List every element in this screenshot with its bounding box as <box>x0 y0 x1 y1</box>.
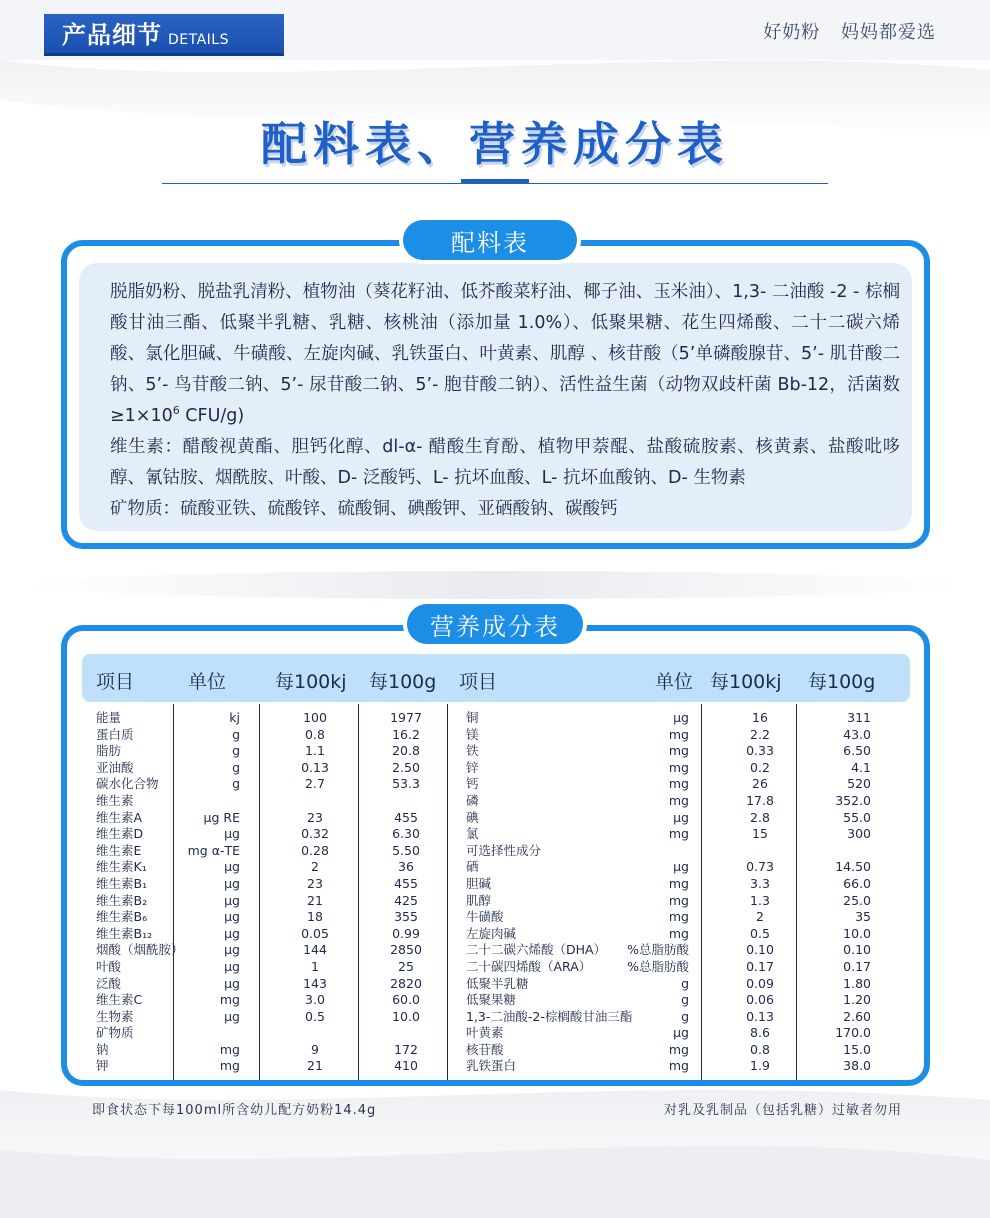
header-per-g-2: 每100g <box>808 671 876 693</box>
nutrient-per-kj: 1 <box>311 958 319 974</box>
nutrient-per-g: 455 <box>394 875 418 891</box>
nutrient-unit: μg RE <box>203 809 240 825</box>
nutrient-name: 碘 <box>466 809 479 825</box>
nutrient-unit: mg <box>668 925 689 941</box>
nutrient-unit: g <box>232 776 240 792</box>
nutrient-name: 胆碱 <box>466 875 492 891</box>
left-name-column <box>96 710 184 1075</box>
slogan <box>749 18 936 44</box>
nutrient-per-g: 10.0 <box>843 925 871 941</box>
nutrient-per-g: 10.0 <box>392 1008 420 1024</box>
nutrient-name: 维生素E <box>96 842 142 858</box>
nutrient-unit <box>600 843 689 860</box>
header-per-g: 每100g <box>369 671 437 693</box>
nutrient-unit: mg <box>668 909 689 925</box>
page-title: 配料表、营养成分表 <box>261 117 729 171</box>
nutrient-per-kj: 0.73 <box>746 859 774 875</box>
nutrient-unit: g <box>232 726 240 742</box>
nutrient-per-g: 4.1 <box>851 759 871 775</box>
nutrient-name: 镁 <box>466 726 479 742</box>
nutrient-name: 可选择性成分 <box>466 842 542 858</box>
nutrient-name: 烟酸（烟酰胺） <box>96 942 184 958</box>
ingredients-vitamins: 维生素：醋酸视黄酯、胆钙化醇、dl-α- 醋酸生育酚、植物甲萘醌、盐酸硫胺素、核黄素、盐酸吡哆醇、氰钴胺、烟酰胺、叶酸、D- 泛酸钙、L- 抗坏血酸、L- 抗坏血酸钠、D- 生物素 <box>110 437 900 488</box>
page-header <box>0 0 990 58</box>
nutrient-per-kj: 2.8 <box>750 809 770 825</box>
nutrient-unit <box>174 1025 240 1042</box>
ingredients-exponent: 6 <box>172 404 180 418</box>
nutrient-name: 脂肪 <box>96 743 122 759</box>
header-unit: 单位 <box>188 671 227 693</box>
nutrient-per-kj: 0.05 <box>301 925 329 941</box>
nutrient-per-g: 0.99 <box>392 925 420 941</box>
nutrient-per-kj: 9 <box>311 1041 319 1057</box>
nutrient-per-kj: 100 <box>303 710 327 725</box>
details-tag-cn: 产品细节 <box>62 21 162 49</box>
header-unit-2: 单位 <box>655 671 694 693</box>
nutrient-unit: g <box>681 1008 689 1024</box>
header-item-2: 项目 <box>459 671 498 693</box>
nutrient-per-kj: 0.2 <box>750 759 770 775</box>
nutrient-per-g: 300 <box>847 826 871 842</box>
ingredients-text <box>110 277 900 525</box>
nutrient-name: 铁 <box>466 743 479 759</box>
nutrient-per-g: 15.0 <box>843 1041 871 1057</box>
details-tag <box>44 14 284 56</box>
header-per-kj-2: 每100kj <box>710 671 782 693</box>
nutrient-unit: g <box>232 743 240 759</box>
nutrient-per-g: 55.0 <box>843 809 871 825</box>
nutrient-per-g: 2.60 <box>843 1008 871 1024</box>
nutrient-unit: mg <box>668 826 689 842</box>
nutrient-per-kj: 0.28 <box>301 842 329 858</box>
nutrient-per-g: 355 <box>394 909 418 925</box>
footnote-serving: 即食状态下每100ml所含幼儿配方奶粉14.4g <box>92 1103 377 1118</box>
nutrient-name: 维生素A <box>96 809 143 825</box>
nutrient-per-g: 53.3 <box>392 776 420 792</box>
nutrient-name: 肌醇 <box>466 892 492 908</box>
nutrient-per-kj: 3.0 <box>305 992 325 1008</box>
nutrient-per-kj: 144 <box>303 942 327 958</box>
nutrient-name: 亚油酸 <box>96 759 134 775</box>
column-separator <box>259 704 260 1080</box>
nutrient-per-kj: 3.3 <box>750 875 770 891</box>
nutrient-per-g: 425 <box>394 892 418 908</box>
nutrient-per-g: 1.80 <box>843 975 871 991</box>
nutrient-name: 维生素 <box>96 792 134 808</box>
nutrient-name: 维生素K₁ <box>96 859 147 875</box>
nutrient-unit <box>174 793 240 810</box>
nutrient-per-kj <box>264 1025 366 1042</box>
nutrient-per-g: 6.30 <box>392 826 420 842</box>
nutrient-per-g: 36 <box>398 859 414 875</box>
nutrient-name: 生物素 <box>96 1008 134 1024</box>
nutrient-name: 钠 <box>96 1041 109 1057</box>
nutrient-per-g <box>356 1025 456 1042</box>
nutrient-name: 叶黄素 <box>466 1025 504 1041</box>
column-separator <box>701 704 702 1080</box>
nutrient-name: 牛磺酸 <box>466 909 504 925</box>
nutrient-name: 矿物质 <box>96 1025 134 1041</box>
nutrient-unit: mg <box>219 1058 240 1074</box>
nutrient-unit: mg <box>668 759 689 775</box>
title-divider <box>162 183 828 184</box>
left-unit-column <box>174 710 240 1075</box>
nutrient-unit: mg α-TE <box>187 842 240 858</box>
ingredients-minerals: 矿物质：硫酸亚铁、硫酸锌、硫酸铜、碘酸钾、亚硒酸钠、碳酸钙 <box>110 499 618 519</box>
ingredients-unit: CFU/g) <box>179 406 245 426</box>
nutrient-per-kj: 0.06 <box>746 992 774 1008</box>
nutrient-unit: μg <box>224 909 240 925</box>
nutrient-unit: mg <box>668 1058 689 1074</box>
nutrient-per-kj: 0.5 <box>750 925 770 941</box>
right-unit-column <box>600 710 689 1075</box>
nutrient-per-g: 172 <box>394 1041 418 1057</box>
nutrient-per-kj: 1.1 <box>305 743 325 759</box>
nutrient-name: 氯 <box>466 826 479 842</box>
nutrient-per-g: 6.50 <box>843 743 871 759</box>
details-tag-en: DETAILS <box>168 32 229 48</box>
nutrient-per-kj: 0.09 <box>746 975 774 991</box>
nutrient-unit: g <box>681 992 689 1008</box>
nutrient-per-kj: 0.8 <box>305 726 325 742</box>
nutrient-name: 二十二碳六烯酸（DHA） <box>466 942 607 958</box>
nutrient-name: 二十碳四烯酸（ARA） <box>466 958 592 974</box>
nutrient-unit: μg <box>673 809 689 825</box>
nutrient-unit: g <box>681 975 689 991</box>
nutrient-unit: kj <box>229 710 240 725</box>
nutrient-per-g: 2850 <box>390 942 422 958</box>
header-per-kj: 每100kj <box>275 671 347 693</box>
nutrient-unit: μg <box>673 710 689 725</box>
left-per-g-column <box>356 710 456 1075</box>
nutrient-unit: μg <box>673 1025 689 1041</box>
nutrient-per-g: 1.20 <box>843 992 871 1008</box>
nutrient-per-kj: 0.32 <box>301 826 329 842</box>
nutrient-per-kj: 23 <box>307 809 323 825</box>
nutrient-per-kj: 2.2 <box>750 726 770 742</box>
nutrient-unit: μg <box>224 826 240 842</box>
nutrient-per-kj: 18 <box>307 909 323 925</box>
nutrient-name: 维生素B₆ <box>96 909 148 925</box>
nutrient-per-kj: 0.5 <box>305 1008 325 1024</box>
slogan-part-2: 妈妈都爱选 <box>841 22 936 43</box>
nutrient-per-kj: 1.9 <box>750 1058 770 1074</box>
nutrient-unit: %总脂肪酸 <box>627 958 689 974</box>
nutrient-per-g: 5.50 <box>392 842 420 858</box>
nutrient-per-kj: 8.6 <box>750 1025 770 1041</box>
nutrient-per-kj: 0.13 <box>301 759 329 775</box>
nutrient-unit: μg <box>224 942 240 958</box>
nutrient-per-g: 14.50 <box>835 859 871 875</box>
header-item: 项目 <box>96 671 135 693</box>
nutrient-per-g: 311 <box>847 710 871 725</box>
nutrient-name: 维生素B₂ <box>96 892 148 908</box>
nutrient-per-kj: 1.3 <box>750 892 770 908</box>
nutrient-name: 核苷酸 <box>466 1041 504 1057</box>
nutrient-per-g: 455 <box>394 809 418 825</box>
nutrient-name: 泛酸 <box>96 975 122 991</box>
nutrient-name: 乳铁蛋白 <box>466 1058 517 1074</box>
slogan-part-1: 好奶粉 <box>763 22 821 43</box>
nutrient-unit: μg <box>673 859 689 875</box>
nutrition-table-header <box>82 654 910 702</box>
nutrient-per-kj: 143 <box>303 975 327 991</box>
nutrient-name: 低聚果糖 <box>466 992 517 1008</box>
nutrient-unit: %总脂肪酸 <box>627 942 689 958</box>
nutrient-unit: μg <box>224 925 240 941</box>
nutrient-per-g: 25 <box>398 958 414 974</box>
left-per-kj-column <box>264 710 366 1075</box>
nutrient-per-kj: 15 <box>752 826 768 842</box>
nutrient-per-g: 35 <box>855 909 871 925</box>
nutrient-unit: mg <box>219 992 240 1008</box>
nutrient-per-g: 170.0 <box>835 1025 871 1041</box>
nutrient-per-kj: 23 <box>307 875 323 891</box>
nutrient-per-g: 60.0 <box>392 992 420 1008</box>
nutrient-name: 1,3-二油酸-2-棕榈酸甘油三酯 <box>466 1008 633 1024</box>
nutrient-per-kj: 0.10 <box>746 942 774 958</box>
nutrient-name: 磷 <box>466 792 479 808</box>
nutrient-per-g: 16.2 <box>392 726 420 742</box>
ingredients-label: 配料表 <box>403 220 577 260</box>
nutrient-per-kj <box>264 793 366 810</box>
nutrient-per-kj: 0.17 <box>746 958 774 974</box>
nutrient-unit: μg <box>224 958 240 974</box>
nutrient-name: 锌 <box>466 759 479 775</box>
ingredients-main-text: 脱脂奶粉、脱盐乳清粉、植物油（葵花籽油、低芥酸菜籽油、椰子油、玉米油）、1,3- 二油酸 -2 - 棕榈酸甘油三酯、低聚半乳糖、乳糖、核桃油（添加量 1.0%）、低聚果糖、花生四烯酸、二十二碳六烯酸、氯化胆碱、牛磺酸、左旋肉碱、乳铁蛋白、叶黄素、肌醇 、核苷酸（5’单磷酸腺苷、5’- 肌苷酸二钠、5’- 鸟苷酸二钠、5’- 尿苷酸二钠、5’- 胞苷酸二钠）、活性益生菌（动物双歧杆菌 Bb-12，活菌数≥1×10 <box>110 282 900 426</box>
nutrient-per-kj: 2 <box>311 859 319 875</box>
nutrient-unit: g <box>232 759 240 775</box>
nutrient-per-g: 0.10 <box>843 942 871 958</box>
nutrient-per-g: 352.0 <box>835 792 871 808</box>
nutrient-unit: μg <box>224 975 240 991</box>
nutrient-unit: mg <box>668 776 689 792</box>
nutrient-name: 蛋白质 <box>96 726 134 742</box>
nutrient-unit: mg <box>668 792 689 808</box>
nutrient-name: 钙 <box>466 776 479 792</box>
nutrient-per-g: 2.50 <box>392 759 420 775</box>
nutrient-per-g: 2820 <box>390 975 422 991</box>
nutrient-name: 能量 <box>96 710 122 725</box>
nutrient-per-g: 1977 <box>390 710 422 725</box>
nutrient-unit: mg <box>668 875 689 891</box>
nutrient-unit: mg <box>668 892 689 908</box>
nutrient-per-kj: 17.8 <box>746 792 774 808</box>
nutrient-name: 维生素C <box>96 992 143 1008</box>
nutrient-per-g: 25.0 <box>843 892 871 908</box>
nutrient-unit: mg <box>219 1041 240 1057</box>
nutrient-name: 铜 <box>466 710 479 725</box>
nutrient-unit: μg <box>224 875 240 891</box>
nutrient-per-g <box>356 793 456 810</box>
nutrient-unit: μg <box>224 1008 240 1024</box>
nutrient-unit: mg <box>668 1041 689 1057</box>
nutrient-name: 钾 <box>96 1058 109 1074</box>
nutrient-per-g: 66.0 <box>843 875 871 891</box>
nutrient-per-g: 0.17 <box>843 958 871 974</box>
footnote-allergy: 对乳及乳制品（包括乳糖）过敏者勿用 <box>663 1103 902 1118</box>
nutrient-name: 维生素B₁ <box>96 875 148 891</box>
nutrient-name: 硒 <box>466 859 479 875</box>
nutrient-per-kj: 21 <box>307 892 323 908</box>
nutrient-per-kj: 0.13 <box>746 1008 774 1024</box>
nutrient-per-g: 20.8 <box>392 743 420 759</box>
nutrient-per-g: 38.0 <box>843 1058 871 1074</box>
nutrient-name: 碳水化合物 <box>96 776 159 792</box>
nutrient-unit: mg <box>668 726 689 742</box>
nutrient-unit: mg <box>668 743 689 759</box>
nutrient-name: 维生素D <box>96 826 144 842</box>
nutrient-per-kj: 21 <box>307 1058 323 1074</box>
nutrient-name: 低聚半乳糖 <box>466 975 529 991</box>
ingredients-main <box>110 277 900 432</box>
nutrient-per-g: 520 <box>847 776 871 792</box>
nutrient-per-kj: 0.8 <box>750 1041 770 1057</box>
nutrient-per-g: 410 <box>394 1058 418 1074</box>
nutrient-name: 叶酸 <box>96 958 122 974</box>
nutrient-per-kj: 2 <box>756 909 764 925</box>
nutrient-per-kj: 16 <box>752 710 768 725</box>
nutrient-per-g <box>796 843 871 860</box>
nutrition-label: 营养成分表 <box>407 604 583 644</box>
nutrient-per-g: 43.0 <box>843 726 871 742</box>
nutrient-name: 左旋肉碱 <box>466 925 517 941</box>
right-per-g-column <box>796 710 871 1075</box>
nutrient-unit: μg <box>224 859 240 875</box>
title-divider-accent <box>461 179 529 183</box>
nutrient-per-kj: 0.33 <box>746 743 774 759</box>
nutrient-per-kj: 26 <box>752 776 768 792</box>
nutrient-name: 维生素B₁₂ <box>96 925 153 941</box>
nutrient-per-kj: 2.7 <box>305 776 325 792</box>
nutrient-unit: μg <box>224 892 240 908</box>
